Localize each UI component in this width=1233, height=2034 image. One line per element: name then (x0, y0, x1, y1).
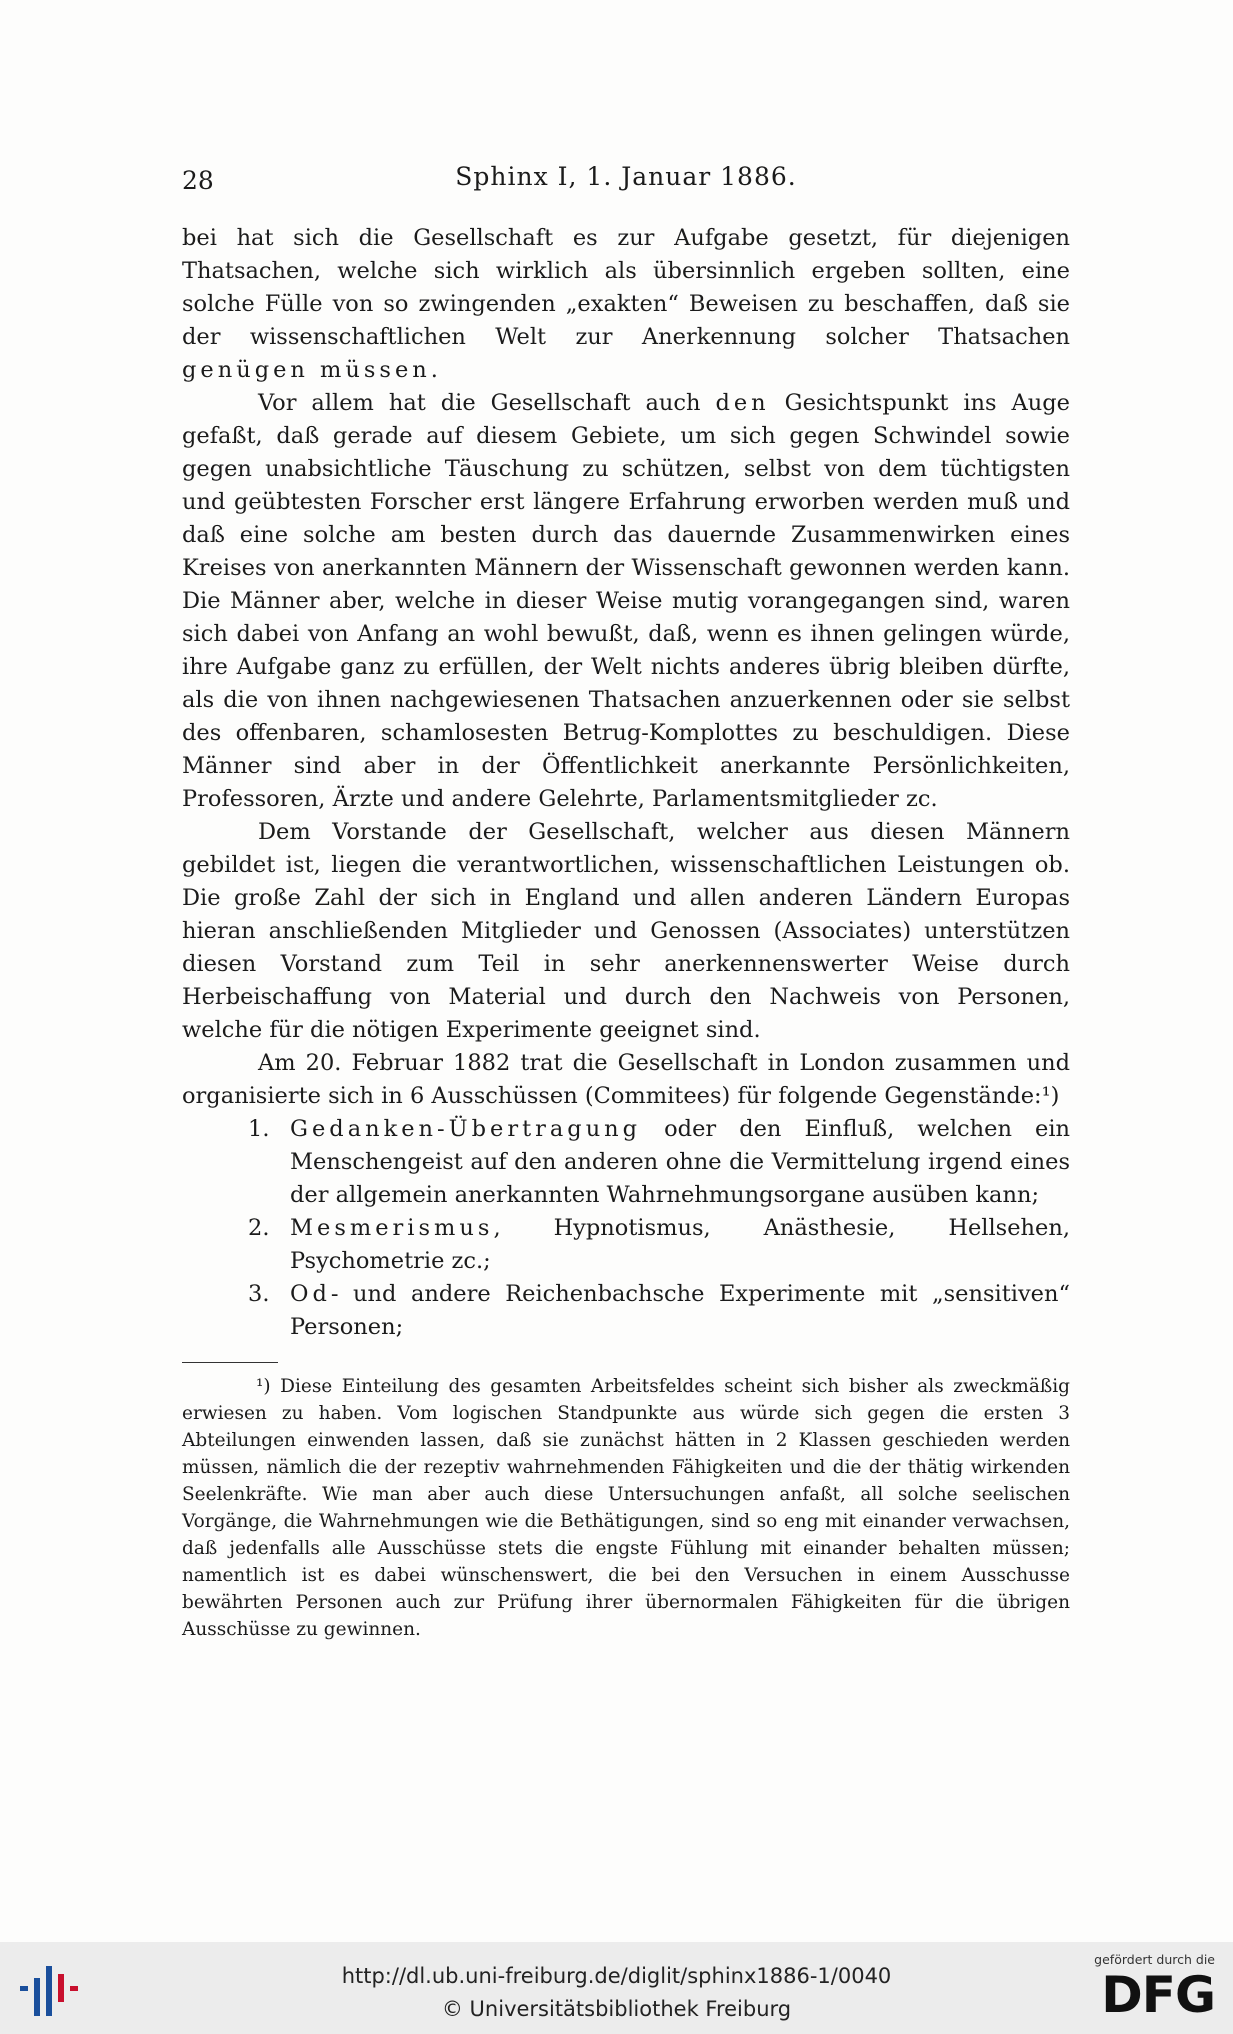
footnote-rule (182, 1362, 278, 1363)
emphasis-genuegen: genügen müssen (182, 357, 431, 383)
paragraph-2 (182, 387, 1070, 816)
page-number: 28 (182, 166, 214, 195)
paragraph-2-text-a: Vor allem hat die Gesellschaft auch (258, 390, 701, 416)
paragraph-1-text: bei hat sich die Gesellschaft es zur Aufgabe gesetzt, für diejenigen Thatsachen, welche sich wirklich als übersinnlich ergeben sollten, eine solche Fülle von so zwingenden „exakten“ Beweisen zu beschaffen, daß sie der wissenschaftlichen Welt zur Anerkennung solcher Thatsachen (182, 225, 1070, 350)
list-item (182, 1212, 1070, 1278)
paragraph-3: Dem Vorstande der Gesellschaft, welcher aus diesen Männern gebildet ist, liegen die verantwortlichen, wissenschaftlichen Leistungen ob. Die große Zahl der sich in England und allen anderen Ländern Europas hieran anschließenden Mitglieder und Genossen (Associates) unterstützen diesen Vorstand zum Teil in sehr anerkennenswerter Weise durch Herbeischaffung von Material und durch den Nachweis von Personen, welche für die nötigen Experimente geeignet sind. (182, 819, 1070, 1043)
copyright-notice: © Universitätsbibliothek Freiburg (441, 1997, 792, 2021)
committee-list (182, 1113, 1070, 1344)
page-body (182, 222, 1070, 1643)
paragraph-4: Am 20. Februar 1882 trat die Gesellschaft in London zusammen und organisierte sich in 6 Ausschüssen (Commitees) für folgende Gegenstände:¹) (182, 1050, 1070, 1109)
list-item-emphasis: Mesmerismus (290, 1215, 494, 1241)
page-header (182, 162, 1070, 202)
list-item-text: - und andere Reichenbachsche Experimente mit „sensitiven“ Personen; (290, 1281, 1070, 1340)
emphasis-den: den (715, 390, 770, 416)
footnote: ¹) Diese Einteilung des gesamten Arbeitsfeldes scheint sich bisher als zweckmäßig erwiesen zu haben. Vom logischen Standpunkte aus würde sich gegen die ersten 3 Abteilungen einwenden lassen, daß sie zunächst hätten in 2 Klassen geschieden werden müssen, nämlich die der rezeptiv wahrnehmenden Fähigkeiten und die der thätig wirkenden Seelenkräfte. Wie man aber auch diese Untersuchungen anfaßt, all solche seelischen Vorgänge, die Wahrnehmungen wie die Bethätigungen, sind so eng mit einander verwachsen, daß jedenfalls alle Ausschüsse stets die engste Fühlung mit einander behalten müssen; namentlich ist es dabei wünschenswert, die bei den Versuchen in einem Ausschusse bewährten Personen auch zur Prüfung ihrer übernormalen Fähigkeiten für die übrigen Ausschüsse zu gewinnen. (182, 1376, 1070, 1640)
dfg-caption: gefördert durch die (1094, 1952, 1215, 1967)
permalink-url[interactable]: http://dl.ub.uni-freiburg.de/diglit/sphinx1886-1/0040 (341, 1964, 892, 1988)
list-item-text: oder den Einfluß, welchen ein Menschengeist auf den anderen ohne die Vermittelung irgend eines der allgemein anerkannten Wahrnehmungsorgane ausüben kann; (290, 1116, 1070, 1208)
dfg-wordmark: DFG (1101, 1966, 1215, 2024)
list-number: 2. (248, 1215, 270, 1241)
list-item-emphasis: Gedanken-Übertragung (290, 1116, 642, 1142)
paragraph-1 (182, 222, 1070, 387)
running-head: Sphinx I, 1. Januar 1886. (455, 162, 797, 191)
list-number: 3. (248, 1281, 270, 1307)
list-item (182, 1278, 1070, 1344)
list-item-emphasis: Od (290, 1281, 331, 1307)
paragraph-2-text-b: Gesichtspunkt ins Auge gefaßt, daß gerade auf diesem Gebiete, um sich gegen Schwindel sowie gegen unabsichtliche Täuschung zu schützen, selbst von dem tüchtigsten und geübtesten Forscher erst längere Erfahrung erworben werden muß und daß eine solche am besten durch das dauernde Zusammenwirken eines Kreises von anerkannten Männern der Wissenschaft gewonnen werden kann. Die Männer aber, welche in dieser Weise mutig vorangegangen sind, waren sich dabei von Anfang an wohl bewußt, daß, wenn es ihnen gelingen würde, ihre Aufgabe ganz zu erfüllen, der Welt nichts anderes übrig bleiben dürfte, als die von ihnen nachgewiesenen Thatsachen anzuerkennen oder sie selbst des offenbaren, schamlosesten Betrug-Komplottes zu beschuldigen. Diese Männer sind aber in der Öffentlichkeit anerkannte Persönlichkeiten, Professoren, Ärzte und andere Gelehrte, Parlamentsmitglieder zc. (182, 390, 1071, 812)
viewer-footer-bar (0, 1942, 1233, 2034)
paragraph-1-end: . (430, 357, 438, 383)
list-item (182, 1113, 1070, 1212)
list-item-text: , Hypnotismus, Anästhesie, Hellsehen, Psychometrie zc.; (290, 1215, 1070, 1274)
dfg-logo (1085, 1952, 1215, 2028)
list-number: 1. (248, 1116, 270, 1142)
